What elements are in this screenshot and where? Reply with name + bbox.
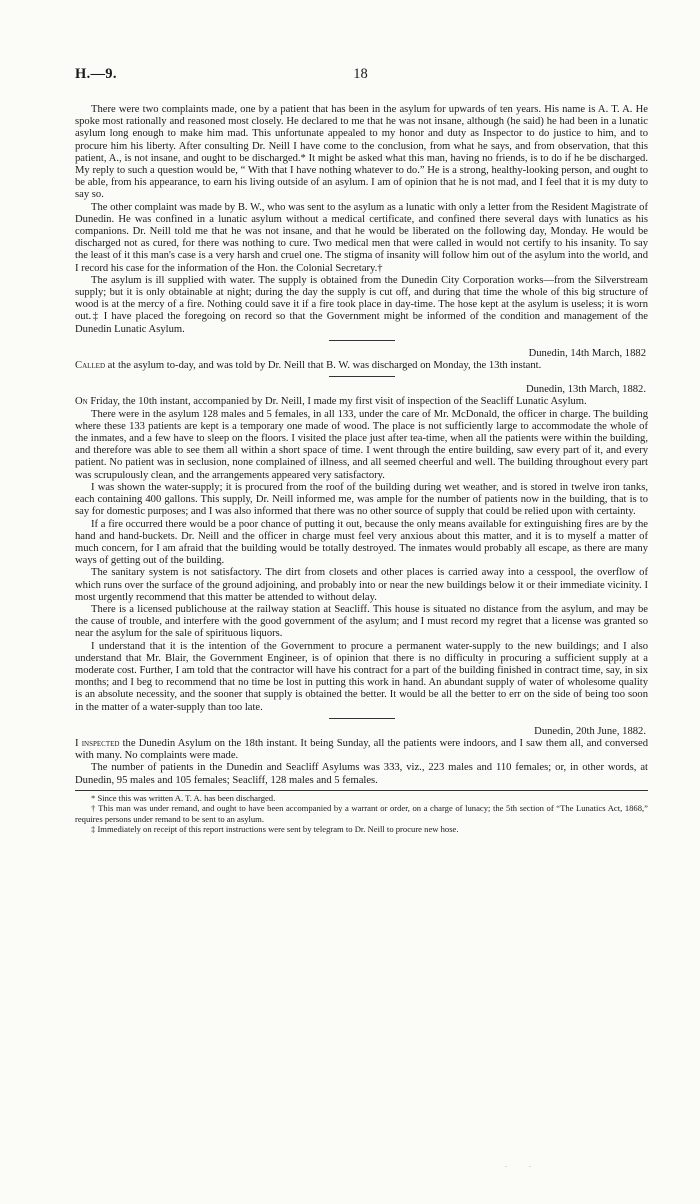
- paragraph: There were in the asylum 128 males and 5 females, in all 133, under the care of Mr. McDonald, the officer in charge. The building where these 133 patients are kept is a temporary one made of wood. The place is not sufficiently large to accommodate the whole of the inmates, and a few have to sleep on the floors. I visited the place just after tea-time, when all the patients were within the building, and therefore was able to see them all within a short space of time. I went through the entire building, saw every part of it, and every patient. No patient was in seclusion, none complained of illness, and all seemed cheerful and well. The building throughout every part was scrupulously clean, and the arrangements appeared very satisfactory.: [75, 408, 648, 481]
- paragraph-text: Friday, the 10th instant, accompanied by Dr. Neill, I made my first visit of inspection of the Seacliff Lunatic Asylum.: [87, 396, 587, 408]
- page-number: 18: [353, 66, 368, 82]
- paragraph: [75, 396, 648, 408]
- paragraph: The other complaint was made by B. W., who was sent to the asylum as a lunatic with only a letter from the Resident Magistrate of Dunedin. He was confined in a lunatic asylum without a medical certificate, and confined there several days with lunatics as his companions. Dr. Neill told me that he was not insane, and that he would be liberated on the following day, Monday. He would be discharged not as cured, for there was nothing to cure. Two medical men that were called in would not certify to his insanity. To say the least of it this man's case is a very harsh and cruel one. The stigma of insanity will follow him out of the asylum into the world, and I record his case for the information of the Hon. the Colonial Secretary.†: [75, 201, 648, 274]
- footnote: ‡ Immediately on receipt of this report instructions were sent by telegram to Dr. Neill to procure new hose.: [91, 823, 459, 834]
- lead-word: Called: [75, 360, 106, 372]
- document-body: [75, 104, 648, 834]
- paragraph: The number of patients in the Dunedin and Seacliff Asylums was 333, viz., 223 males and 110 females; or, in other words, at Dunedin, 95 males and 105 females; Seacliff, 128 males and 5 females.: [75, 762, 648, 786]
- paragraph: There is a licensed publichouse at the railway station at Seacliff. This house is situated no distance from the asylum, and may be the cause of trouble, and interfere with the good government of the asylum; and I must record my regret that a license was granted so near the asylum for the sale of spirituous liquors.: [75, 603, 648, 640]
- paragraph: The sanitary system is not satisfactory. The dirt from closets and other places is carried away into a cesspool, the overflow of which runs over the surface of the ground adjoining, and probably into or near the new buildings below it or their immediate vicinity. I most urgently recommend that this matter be attended to without delay.: [75, 567, 648, 603]
- paragraph: There were two complaints made, one by a patient that has been in the asylum for upwards of ten years. His name is A. T. A. He spoke most rationally and reasoned most closely. He declared to me that he was not insane, although (he said) he had been in a lunatic asylum long enough to make him mad. This unfortunate appealed to my honor and duty as Inspector to do justice to him, and to procure him his liberty. After consulting Dr. Neill I have come to the conclusion, from what he says, and from observation, that this patient, A., is not insane, and ought to be discharged.* It might be asked what this man, having no friends, is to do if he be discharged. My reply to such a question would be, “ With that I have nothing whatever to do.” He is a strong, healthy-looking person, and ought to be able, from his appearance, to earn his living outside of an asylum. I am of opinion that he is not mad, and I feel that it is my duty to say so.: [75, 104, 648, 201]
- report-code: H.—9.: [75, 66, 117, 82]
- section-divider: [329, 718, 395, 719]
- paragraph: I was shown the water-supply; it is procured from the roof of the building during wet weather, and is stored in twelve iron tanks, each containing 400 gallons. This supply, Dr. Neill informed me, was ample for the number of patients now in the building, that is to say for domestic purposes; and I was also informed that there was no other source of supply that could be relied upon with certainty.: [75, 481, 648, 518]
- section-divider: [329, 340, 395, 341]
- paragraph: The asylum is ill supplied with water. The supply is obtained from the Dunedin City Corporation works—from the Silverstream supply; but it is only obtainable at night; during the day the supply is cut off, and during that time the whole of this big structure of wood is at the mercy of a fire. Nothing could save it if a fire took place in day-time. The hose kept at the asylum is useless; it is worn out.‡ I have placed the foregoing on record so that the Government might be informed of the condition and management of the Dunedin Lunatic Asylum.: [75, 274, 648, 335]
- lead-word: I inspected: [75, 737, 120, 749]
- footnotes: [75, 793, 648, 835]
- paragraph-text: the Dunedin Asylum on the 18th instant. It being Sunday, all the patients were indoors, and I saw them all, and conversed with many. No complaints were made.: [75, 737, 648, 762]
- footnote: * Since this was written A. T. A. has been discharged.: [91, 792, 276, 803]
- paragraph: [75, 738, 648, 762]
- section-divider: [329, 376, 395, 377]
- page-header: [75, 66, 646, 86]
- paragraph-text: at the asylum to-day, and was told by Dr. Neill that B. W. was discharged on Monday, the 13th instant.: [105, 360, 542, 372]
- dateline: Dunedin, 13th March, 1882.: [525, 384, 646, 396]
- footnote-rule: [75, 790, 648, 791]
- paragraph: I understand that it is the intention of the Government to procure a permanent water-supply to the new buildings; and I also understand that Mr. Blair, the Government Engineer, is of opinion that there is no difficulty in procuring a sufficient supply at a moderate cost. Further, I am told that the contractor will have his contract for a part of the building finished in contract time, say, in six months; and I beg to recommend that no time be lost in putting this work in hand. An abundant supply of water of wholesome quality is an absolute necessity, and the sooner that supply is obtained the better. It would be all the better to err on the side of being too soon in the matter of a water-supply than too late.: [75, 640, 648, 713]
- lead-word: On: [75, 396, 88, 408]
- dateline: Dunedin, 20th June, 1882.: [534, 725, 646, 737]
- paragraph: If a fire occurred there would be a poor chance of putting it out, because the only means available for extinguishing fires are by the hand and hand-buckets. Dr. Neill and the officer in charge must feel very anxious about this matter, and it is to myself a matter of much concern, for I am afraid that the building would be totally destroyed. The inmates would probably all escape, as there are many ways of getting out of the building.: [75, 518, 648, 567]
- dateline: Dunedin, 14th March, 1882: [528, 347, 646, 359]
- paragraph: [75, 360, 648, 372]
- footnote: † This man was under remand, and ought to have been accompanied by a warrant or order, on a charge of lunacy; the 5th section of “The Lunatics Act, 1868,” requires persons under remand to be sent to an asylum.: [75, 803, 648, 824]
- scan-specks: . .: [505, 1160, 531, 1169]
